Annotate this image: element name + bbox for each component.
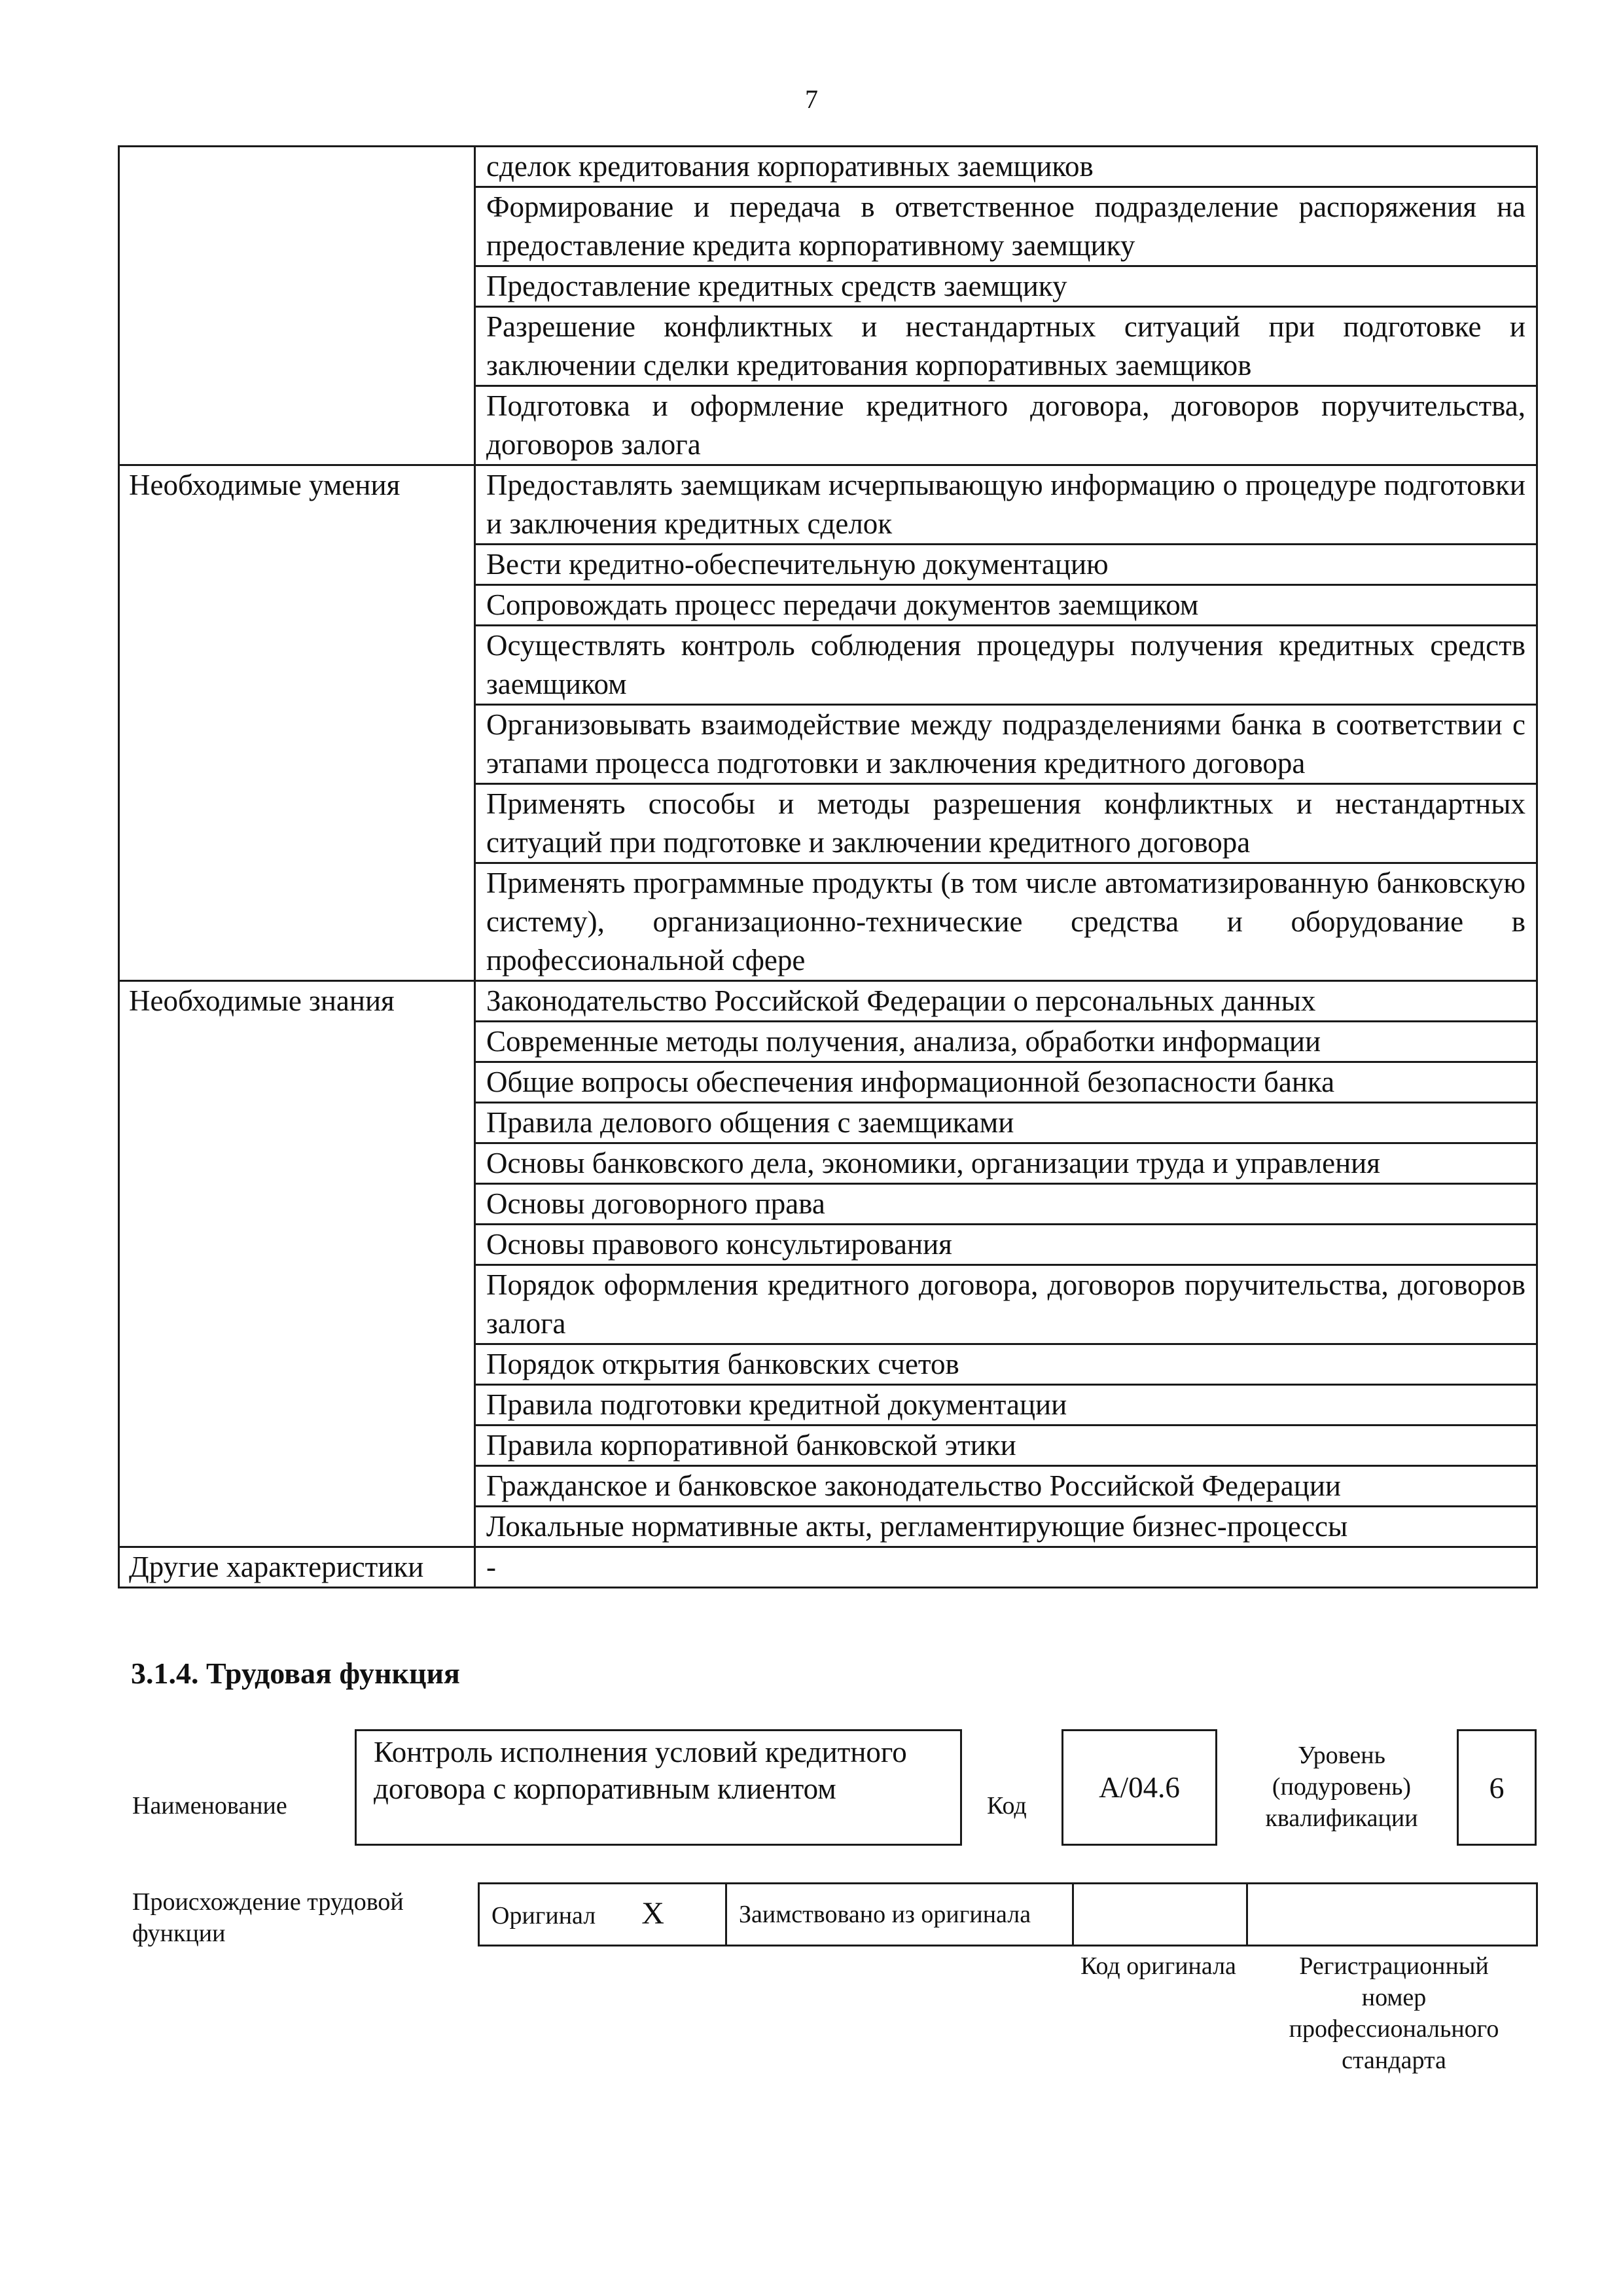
row-label: Необходимые знания (119, 981, 475, 1547)
row-value: Вести кредитно-обеспечительную документацию (475, 545, 1537, 585)
row-value: Основы правового консультирования (475, 1225, 1537, 1265)
origin-table (478, 1882, 1538, 1946)
level-label: Уровень (подуровень) квалификации (1265, 1742, 1418, 1832)
row-value: Осуществлять контроль соблюдения процедуры получения кредитных средств заемщиком (475, 626, 1537, 705)
row-value: Правила подготовки кредитной документации (475, 1385, 1537, 1426)
code-original-field (1073, 1884, 1247, 1946)
row-value: - (475, 1547, 1537, 1588)
code-field: А/04.6 (1061, 1729, 1217, 1846)
section-title: 3.1.4. Трудовая функция (131, 1657, 460, 1690)
row-label: Другие характеристики (119, 1547, 475, 1588)
row-value: Разрешение конфликтных и нестандартных ситуаций при подготовке и заключении сделки кредитования корпоративных заемщиков (475, 307, 1537, 386)
row-label: Необходимые умения (119, 465, 475, 981)
origin-label: Происхождение трудовой функции (132, 1888, 404, 1947)
criteria-table (118, 145, 1538, 1588)
original-label: Оригинал (491, 1901, 596, 1929)
code-label: Код (987, 1792, 1027, 1820)
name-field: Контроль исполнения условий кредитного договора с корпоративным клиентом (355, 1729, 962, 1846)
borrowed-label: Заимствовано из оригинала (726, 1884, 1073, 1946)
row-value: Применять способы и методы разрешения конфликтных и нестандартных ситуаций при подготовке и заключении кредитного договора (475, 784, 1537, 863)
row-value: Основы договорного права (475, 1184, 1537, 1225)
caption-code-original: Код оригинала (1080, 1952, 1236, 1980)
row-value: Правила корпоративной банковской этики (475, 1426, 1537, 1466)
row-value: Предоставлять заемщикам исчерпывающую информацию о процедуре подготовки и заключения кредитных сделок (475, 465, 1537, 545)
row-value: Основы банковского дела, экономики, организации труда и управления (475, 1143, 1537, 1184)
table-row (119, 981, 1537, 1022)
row-value: Организовывать взаимодействие между подразделениями банка в соответствии с этапами процесса подготовки и заключения кредитного договора (475, 705, 1537, 784)
row-value: Правила делового общения с заемщиками (475, 1103, 1537, 1143)
row-value: Локальные нормативные акты, регламентирующие бизнес-процессы (475, 1507, 1537, 1547)
row-value: Общие вопросы обеспечения информационной безопасности банка (475, 1062, 1537, 1103)
row-label (119, 147, 475, 465)
row-value: Порядок открытия банковских счетов (475, 1344, 1537, 1385)
row-value: Формирование и передача в ответственное подразделение распоряжения на предоставление кредита корпоративному заемщику (475, 187, 1537, 266)
origin-original-cell (479, 1884, 726, 1946)
row-value: Предоставление кредитных средств заемщику (475, 266, 1537, 307)
row-value: Сопровождать процесс передачи документов заемщиком (475, 585, 1537, 626)
page-number: 7 (805, 84, 818, 114)
row-value: Современные методы получения, анализа, обработки информации (475, 1022, 1537, 1062)
name-label: Наименование (132, 1792, 287, 1820)
reg-number-field (1247, 1884, 1537, 1946)
row-value: Законодательство Российской Федерации о персональных данных (475, 981, 1537, 1022)
table-row (119, 147, 1537, 187)
level-field: 6 (1457, 1729, 1537, 1846)
row-value: Порядок оформления кредитного договора, договоров поручительства, договоров залога (475, 1265, 1537, 1344)
original-mark: X (641, 1895, 664, 1931)
caption-reg-number: Регистрационный номер профессионального стандарта (1289, 1952, 1499, 2074)
row-value: Применять программные продукты (в том числе автоматизированную банковскую систему), организационно-технические средства и оборудование в профессиональной сфере (475, 863, 1537, 981)
row-value: Гражданское и банковское законодательство Российской Федерации (475, 1466, 1537, 1507)
row-value: сделок кредитования корпоративных заемщиков (475, 147, 1537, 187)
table-row (119, 1547, 1537, 1588)
row-value: Подготовка и оформление кредитного договора, договоров поручительства, договоров залога (475, 386, 1537, 465)
table-row (119, 465, 1537, 545)
